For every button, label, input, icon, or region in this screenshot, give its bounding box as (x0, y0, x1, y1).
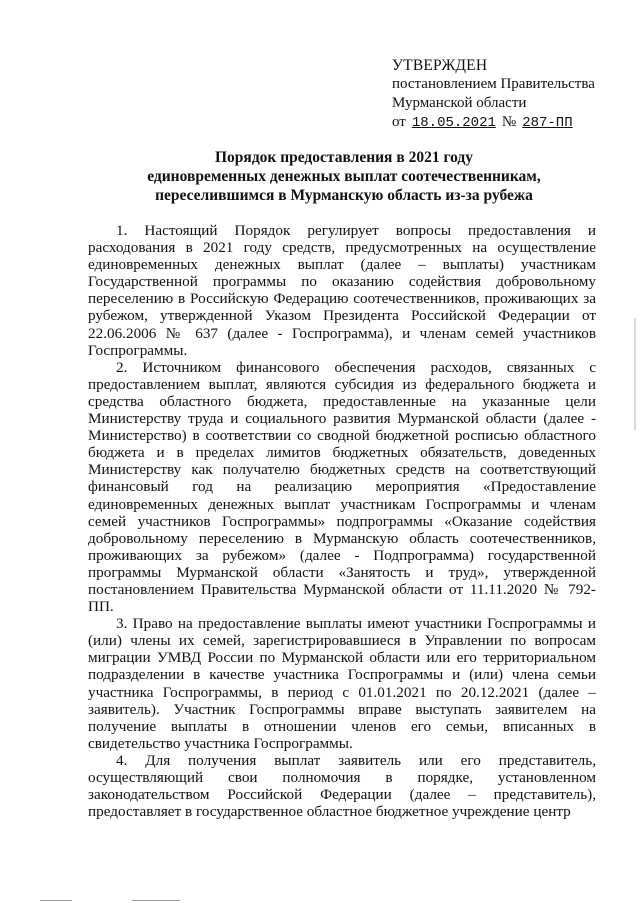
heading-line-2: единовременных денежных выплат соотечественникам, (147, 168, 541, 185)
paragraph-1: 1. Настоящий Порядок регулирует вопросы предоставления и расходования в 2021 году средств, предусмотренных на осуществление единовременных денежных выплат (далее – выплаты) участникам Государственной программы по оказанию содействия добровольному переселению в Российскую Федерацию соотечественников, проживающих за рубежом, утвержденной Указом Президента Российской Федерации от 22.06.2006 № 637 (далее - Госпрограмма), и членам семей участников Госпрограммы. (88, 222, 596, 359)
approval-line-1: постановлением Правительства (392, 76, 595, 92)
heading-line-3: переселившимся в Мурманскую область из-за рубежа (155, 187, 533, 204)
approval-date: 18.05.2021 (411, 115, 496, 131)
heading-line-1: Порядок предоставления в 2021 году (215, 149, 473, 166)
paragraph-3: 3. Право на предоставление выплаты имеют участники Госпрограммы и (или) члены их семей, зарегистрировавшиеся в Управлении по вопросам миграции УМВД России по Мурманской области или его территориальном подразделении в качестве участника Госпрограммы и (или) члена семьи участника Госпрограммы, в период с 01.01.2021 по 20.12.2021 (далее – заявитель). Участник Госпрограммы вправе выступать заявителем на получение выплаты в отношении членов его семьи, вписанных в свидетельство участника Госпрограммы. (88, 615, 596, 752)
approval-number-label: № (501, 114, 517, 130)
scan-footer-mark (132, 900, 180, 901)
approval-date-line (392, 113, 622, 133)
approval-stamp (392, 56, 622, 133)
approval-title: УТВЕРЖДЕН (392, 57, 488, 74)
document-heading (96, 148, 592, 205)
approval-number: 287-ПП (522, 115, 573, 131)
paragraph-2: 2. Источником финансового обеспечения расходов, связанных с предоставлением выплат, являются субсидия из федерального бюджета и средства областного бюджета, предоставленные на указанные цели Министерству труда и социального развития Мурманской области (далее - Министерство) в соответствии со сводной бюджетной росписью областного бюджета и в пределах лимитов бюджетных обязательств, доведенных Министерству как получателю бюджетных средств на соответствующий финансовый год на реализацию мероприятия «Предоставление единовременных денежных выплат участникам Госпрограммы и членам семей участников Госпрограммы» подпрограммы «Оказание содействия добровольному переселению в Мурманскую область соотечественников, проживающих за рубежом» (далее - Подпрограмма) государственной программы Мурманской области «Занятость и труд», утвержденной постановлением Правительства Мурманской области от 11.11.2020 № 792-ПП. (88, 358, 596, 616)
approval-from-label: от (392, 114, 406, 130)
paragraph-4: 4. Для получения выплат заявитель или его представитель, осуществляющий свои полномочия в порядке, установленном законодательством Российской Федерации (далее – представитель), предоставляет в государственное областное бюджетное учреждение центр (88, 751, 596, 821)
approval-line-2: Мурманской области (392, 95, 527, 111)
document-body (88, 222, 596, 820)
scan-margin-mark (634, 318, 636, 430)
scan-footer-mark (40, 900, 72, 901)
